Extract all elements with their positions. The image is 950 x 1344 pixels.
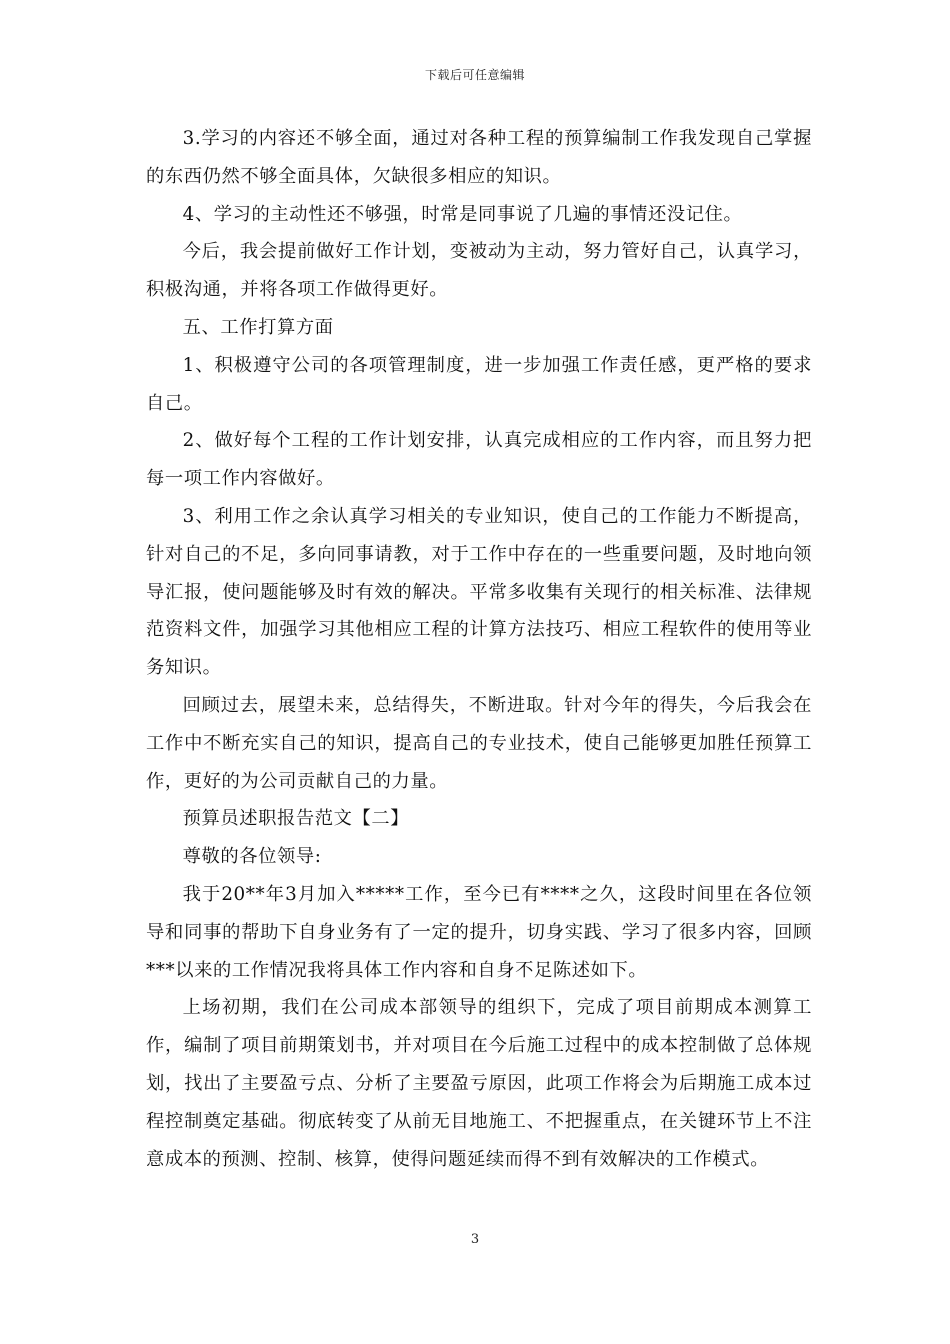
paragraph-initial-stage: 上场初期，我们在公司成本部领导的组织下，完成了项目前期成本测算工作，编制了项目前期策划书，并对项目在今后施工过程中的成本控制做了总体规划，找出了主要盈亏点、分析了主要盈亏原因，此项工作将会为后期施工成本过程控制奠定基础。彻底转变了从前无目地施工、不把握重点，在关键环节上不注意成本的预测、控制、核算，使得问题延续而得不到有效解决的工作模式。 [146, 997, 812, 1170]
paragraph-review: 回顾过去，展望未来，总结得失，不断进取。针对今年的得失，今后我会在工作中不断充实自己的知识，提高自己的专业技术，使自己能够更加胜任预算工作，更好的为公司贡献自己的力量。 [146, 694, 812, 792]
section-title-report-two: 预算员述职报告范文【二】 [182, 808, 410, 830]
page-header: 下载后可任意编辑 [424, 68, 525, 82]
paragraph-plan-item-2: 2、做好每个工程的工作计划安排，认真完成相应的工作内容，而且努力把每一项工作内容做好。 [146, 430, 812, 490]
document-body [146, 120, 812, 1178]
paragraph-study-content: 3.学习的内容还不够全面，通过对各种工程的预算编制工作我发现自己掌握的东西仍然不够全面具体，欠缺很多相应的知识。 [146, 128, 812, 187]
paragraph-intro: 我于20**年3月加入*****工作，至今已有****之久，这段时间里在各位领导和同事的帮助下自身业务有了一定的提升，切身实践、学习了很多内容，回顾***以来的工作情况我将具体工作内容和自身不足陈述如下。 [146, 883, 812, 981]
salutation: 尊敬的各位领导: [182, 846, 322, 868]
paragraph-future-plan: 今后，我会提前做好工作计划，变被动为主动，努力管好自己，认真学习，积极沟通，并将各项工作做得更好。 [146, 241, 812, 301]
paragraph-plan-item-1: 1、积极遵守公司的各项管理制度，进一步加强工作责任感，更严格的要求自己。 [146, 354, 812, 414]
page-number: 3 [470, 1232, 480, 1247]
paragraph-study-initiative: 4、学习的主动性还不够强，时常是同事说了几遍的事情还没记住。 [182, 203, 743, 225]
paragraph-plan-item-3: 3、利用工作之余认真学习相关的专业知识，使自己的工作能力不断提高，针对自己的不足，多向同事请教，对于工作中存在的一些重要问题，及时地向领导汇报，使问题能够及时有效的解决。平常多收集有关现行的相关标准、法律规范资料文件，加强学习其他相应工程的计算方法技巧、相应工程软件的使用等业务知识。 [146, 505, 812, 679]
section-heading-work-plan: 五、工作打算方面 [182, 316, 334, 338]
